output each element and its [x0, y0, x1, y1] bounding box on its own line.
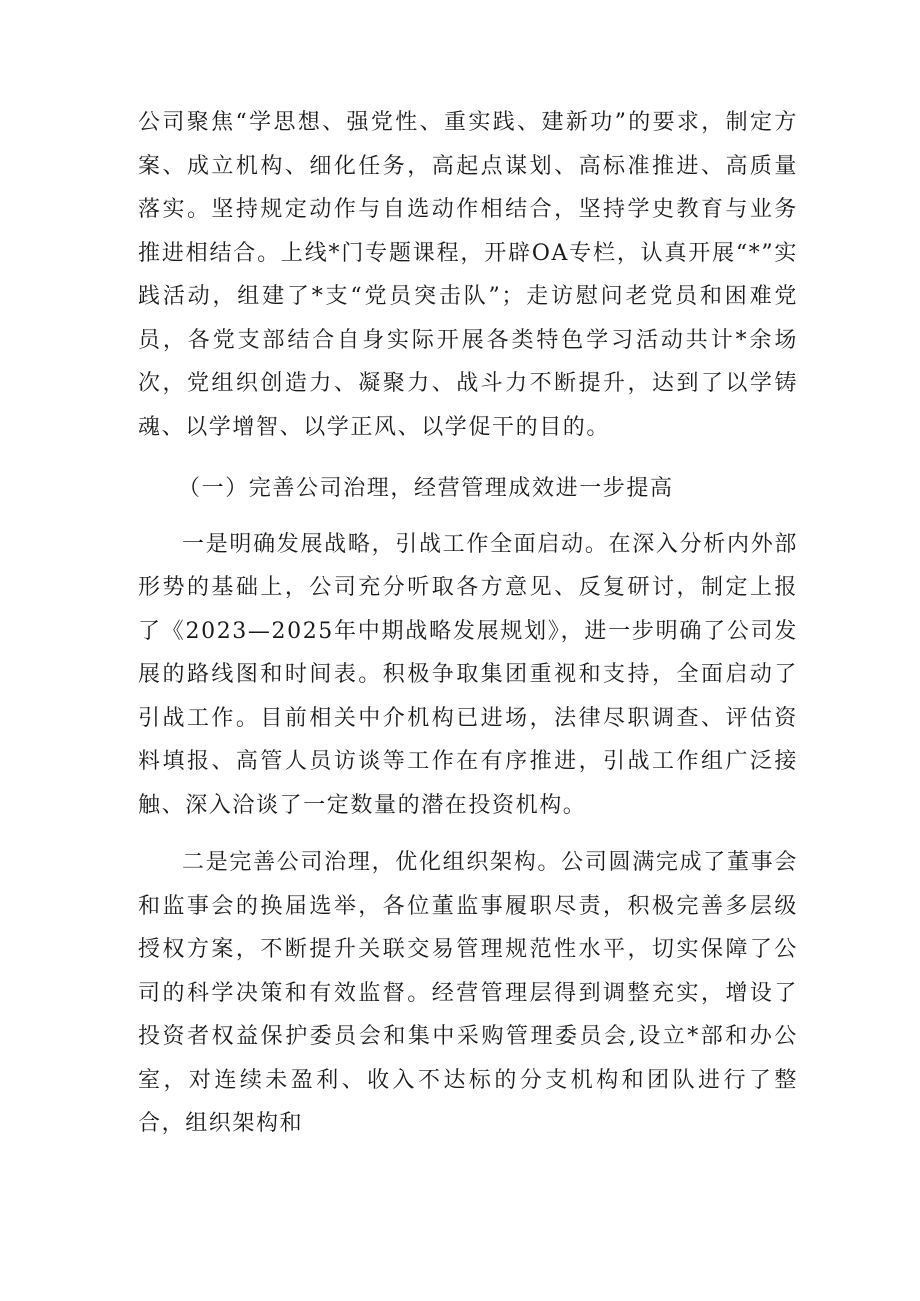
paragraph-strategy: 一是明确发展战略，引战工作全面启动。在深入分析内外部形势的基础上，公司充分听取各方意见、反复研讨，制定上报了《2023—2025年中期战略发展规划》，进一步明确了公司发展的路线图和时间表。积极争取集团重视和支持，全面启动了引战工作。目前相关中介机构已进场，法律尽职调查、评估资料填报、高管人员访谈等工作在有序推进，引战工作组广泛接触、深入洽谈了一定数量的潜在投资机构。 [138, 531, 798, 818]
document-body [138, 101, 798, 1146]
section-heading: （一）完善公司治理，经营管理成效进一步提高 [178, 476, 674, 501]
paragraph-governance: 二是完善公司治理，优化组织架构。公司圆满完成了董事会和监事会的换届选举，各位董监事履职尽责，积极完善多层级授权方案，不断提升关联交易管理规范性水平，切实保障了公司的科学决策和有效监督。经营管理层得到调整充实，增设了投资者权益保护委员会和集中采购管理委员会,设立*部和办公室，对连续未盈利、收入不达标的分支机构和团队进行了整合，组织架构和 [138, 850, 798, 1136]
intro-paragraph: 公司聚焦“学思想、强党性、重实践、建新功”的要求，制定方案、成立机构、细化任务，高起点谋划、高标准推进、高质量落实。坚持规定动作与自选动作相结合，坚持学史教育与业务推进相结合。上线*门专题课程，开辟OA专栏，认真开展“*”实践活动，组建了*支“党员突击队”；走访慰问老党员和困难党员，各党支部结合自身实际开展各类特色学习活动共计*余场次，党组织创造力、凝聚力、战斗力不断提升，达到了以学铸魂、以学增智、以学正风、以学促干的目的。 [138, 110, 798, 440]
